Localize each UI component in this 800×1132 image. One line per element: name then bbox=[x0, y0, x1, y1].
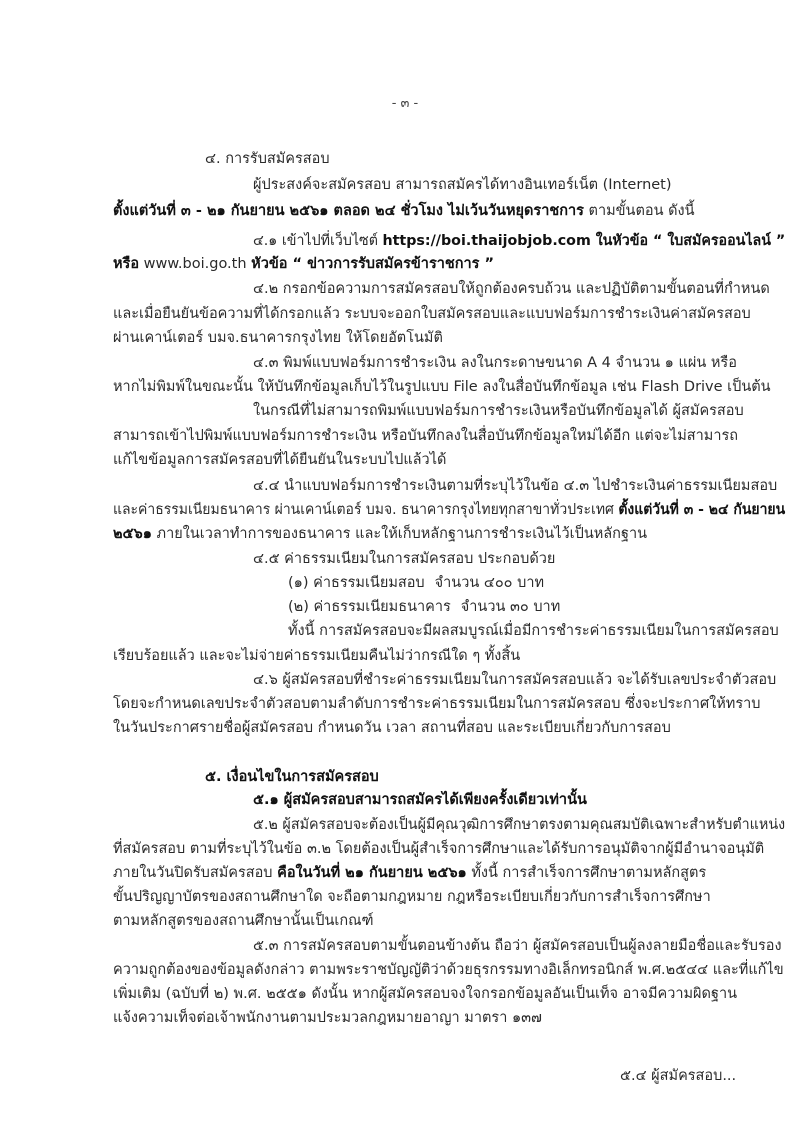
text-line bbox=[113, 717, 671, 739]
text-line bbox=[288, 572, 544, 594]
text: โดยจะกำหนดเลขประจำตัวสอบตามลำดับการชำระค่าธรรมเนียมในการสมัครสอบ ซึ่งจะประกาศให้ทราบ bbox=[113, 696, 761, 712]
text: จำนวน ๔๐๐ บาท bbox=[434, 575, 545, 591]
text: ทั้งนี้ การสำเร็จการศึกษาตามหลักสูตร bbox=[466, 865, 707, 881]
page-number: - ๓ - bbox=[391, 96, 419, 111]
text-line bbox=[113, 499, 785, 521]
text: ๔.๒ กรอกข้อความการสมัครสอบให้ถูกต้องครบถ้วน และปฏิบัติตามขั้นตอนที่กำหนด bbox=[253, 281, 770, 297]
text-line bbox=[113, 693, 760, 715]
text-line bbox=[113, 253, 494, 275]
text: ในวันประกาศรายชื่อผู้สมัครสอบ กำหนดวัน เวลา สถานที่สอบ และระเบียบเกี่ยวกับการสอบ bbox=[113, 720, 671, 736]
text: ภายในเวลาทำการของธนาคาร และให้เก็บหลักฐานการชำระเงินไว้เป็นหลักฐาน bbox=[151, 526, 648, 542]
bold-text: หัวข้อ “ ข่าวการรับสมัครข้าราชการ ” bbox=[251, 256, 495, 272]
text-line bbox=[113, 645, 520, 667]
text-line bbox=[253, 548, 555, 570]
bold-text: ๒๕๖๑ bbox=[113, 526, 152, 542]
text-line bbox=[205, 148, 330, 170]
text-line bbox=[253, 400, 744, 422]
bold-text: ๕.๑ ผู้สมัครสอบสามารถสมัครได้เพียงครั้งเดียวเท่านั้น bbox=[253, 792, 587, 808]
bold-text: หรือ bbox=[113, 256, 140, 272]
text: ขั้นปริญญาบัตรของสถานศึกษาใด จะถือตามกฎหมาย กฎหรือระเบียบเกี่ยวกับการสำเร็จการศึกษา bbox=[113, 889, 711, 905]
text-line bbox=[253, 352, 737, 374]
text: (๒) ค่าธรรมเนียมธนาคาร bbox=[288, 599, 451, 615]
bold-text: ตั้งแต่วันที่ ๓ - ๒๑ กันยายน ๒๕๖๑ ตลอด ๒๔ ชั่วโมง ไม่เว้นวันหยุดราชการ bbox=[113, 203, 584, 219]
text: ๕.๔ ผู้สมัครสอบ... bbox=[620, 1068, 737, 1084]
text: ที่สมัครสอบ ตามที่ระบุไว้ในข้อ ๓.๒ โดยต้องเป็นผู้สำเร็จการศึกษาและได้รับการอนุมัติจากผู้มีอำนาจอนุมัติ bbox=[113, 841, 765, 857]
text: เรียบร้อยแล้ว และจะไม่จ่ายค่าธรรมเนียมคืนไม่ว่ากรณีใด ๆ ทั้งสิ้น bbox=[113, 648, 521, 664]
text-line bbox=[253, 278, 770, 300]
text: ๕.๓ การสมัครสอบตามขั้นตอนข้างต้น ถือว่า ผู้สมัครสอบเป็นผู้ลงลายมือชื่อและรับรอง bbox=[253, 938, 782, 954]
text: ความถูกต้องของข้อมูลดังกล่าว ตามพระราชบัญญัติว่าด้วยธุรกรรมทางอิเล็กทรอนิกส์ พ.ศ.๒๕๔๔ และที่แก้ไข bbox=[113, 962, 784, 978]
text: และเมื่อยืนยันข้อความที่ได้กรอกแล้ว ระบบจะออกใบสมัครสอบและแบบฟอร์มการชำระเงินค่าสมัครสอบ bbox=[113, 306, 751, 322]
text-line bbox=[113, 425, 738, 447]
text: หากไม่พิมพ์ในขณะนั้น ให้บันทึกข้อมูลเก็บไว้ในรูปแบบ File ลงในสื่อบันทึกข้อมูล เช่น Flash Drive เป็นต้น bbox=[113, 379, 771, 395]
text: (๑) ค่าธรรมเนียมสอบ bbox=[288, 575, 425, 591]
text-line bbox=[253, 174, 672, 196]
bold-text: ตั้งแต่วันที่ ๓ - ๒๔ กันยายน bbox=[618, 502, 786, 518]
text: และค่าธรรมเนียมธนาคาร ผ่านเคาน์เตอร์ บมจ. ธนาคารกรุงไทยทุกสาขาทั่วประเทศ bbox=[113, 502, 619, 518]
text-line bbox=[113, 862, 706, 884]
text: ผู้ประสงค์จะสมัครสอบ สามารถสมัครได้ทางอินเทอร์เน็ต (Internet) bbox=[253, 177, 672, 193]
text: ๔.๖ ผู้สมัครสอบที่ชำระค่าธรรมเนียมในการสมัครสอบแล้ว จะได้รับเลขประจำตัวสอบ bbox=[253, 672, 777, 688]
text: www.boi.go.th bbox=[139, 256, 252, 272]
text-line bbox=[113, 200, 695, 222]
text: แจ้งความเท็จต่อเจ้าพนักงานตามประมวลกฎหมายอาญา มาตรา ๑๓๗ bbox=[113, 1010, 542, 1026]
text-line bbox=[113, 838, 764, 860]
text: ๔.๕ ค่าธรรมเนียมในการสมัครสอบ ประกอบด้วย bbox=[253, 551, 556, 567]
text-line bbox=[113, 1007, 542, 1029]
text: ๔.๔ นำแบบฟอร์มการชำระเงินตามที่ระบุไว้ในข้อ ๔.๓ ไปชำระเงินค่าธรรมเนียมสอบ bbox=[253, 478, 778, 494]
bold-text: คือในวันที่ ๒๑ กันยายน ๒๕๖๑ bbox=[277, 865, 467, 881]
text-line bbox=[113, 327, 443, 349]
text: สามารถเข้าไปพิมพ์แบบฟอร์มการชำระเงิน หรือบันทึกลงในสื่อบันทึกข้อมูลใหม่ได้อีก แต่จะไม่สามารถ bbox=[113, 428, 739, 444]
text: ทั้งนี้ การสมัครสอบจะมีผลสมบูรณ์เมื่อมีการชำระค่าธรรมเนียมในการสมัครสอบ bbox=[288, 623, 779, 639]
text: แก้ไขข้อมูลการสมัครสอบที่ได้ยืนยันในระบบไปแล้วได้ bbox=[113, 452, 447, 468]
text: ๔.๑ เข้าไปที่เว็บไซต์ bbox=[253, 233, 383, 249]
bold-text: ๕. เงื่อนไขในการสมัครสอบ bbox=[205, 769, 379, 785]
text: ผ่านเคาน์เตอร์ บมจ.ธนาคารกรุงไทย ให้โดยอัตโนมัติ bbox=[113, 330, 443, 346]
text-line bbox=[113, 376, 771, 398]
text-line bbox=[253, 669, 776, 691]
text-line bbox=[113, 910, 374, 932]
text: ๔.๓ พิมพ์แบบฟอร์มการชำระเงิน ลงในกระดาษขนาด A 4 จำนวน ๑ แผ่น หรือ bbox=[253, 355, 737, 371]
text: ตามขั้นตอน ดังนี้ bbox=[583, 203, 695, 219]
text-line bbox=[113, 959, 784, 981]
text: ในกรณีที่ไม่สามารถพิมพ์แบบฟอร์มการชำระเงินหรือบันทึกข้อมูลได้ ผู้สมัครสอบ bbox=[253, 403, 744, 419]
text-line bbox=[288, 620, 779, 642]
text-line bbox=[113, 449, 446, 471]
text-line bbox=[253, 230, 785, 252]
text-line bbox=[288, 596, 560, 618]
text-line bbox=[253, 935, 782, 957]
text-line bbox=[113, 983, 737, 1005]
section-heading bbox=[253, 789, 587, 811]
text: ๔. การรับสมัครสอบ bbox=[205, 151, 330, 167]
text-line bbox=[113, 523, 647, 545]
text: ภายในวันปิดรับสมัครสอบ bbox=[113, 865, 278, 881]
section-heading bbox=[205, 766, 379, 788]
bold-text: https://boi.thaijobjob.com ในหัวข้อ “ ใบสมัครออนไลน์ ” bbox=[382, 233, 786, 249]
text: ๕.๒ ผู้สมัครสอบจะต้องเป็นผู้มีคุณวุฒิการศึกษาตรงตามคุณสมบัติเฉพาะสำหรับตำแหน่ง bbox=[253, 817, 786, 833]
text-line bbox=[253, 814, 785, 836]
text: เพิ่มเติม (ฉบับที่ ๒) พ.ศ. ๒๕๕๑ ดังนั้น หากผู้สมัครสอบจงใจกรอกข้อมูลอันเป็นเท็จ อาจมีความผิดฐาน bbox=[113, 986, 738, 1002]
text: จำนวน ๓๐ บาท bbox=[460, 599, 561, 615]
text-line bbox=[113, 886, 711, 908]
text-line bbox=[113, 303, 751, 325]
text-line bbox=[253, 475, 777, 497]
text: ตามหลักสูตรของสถานศึกษานั้นเป็นเกณฑ์ bbox=[113, 913, 374, 929]
text-line bbox=[620, 1065, 736, 1087]
